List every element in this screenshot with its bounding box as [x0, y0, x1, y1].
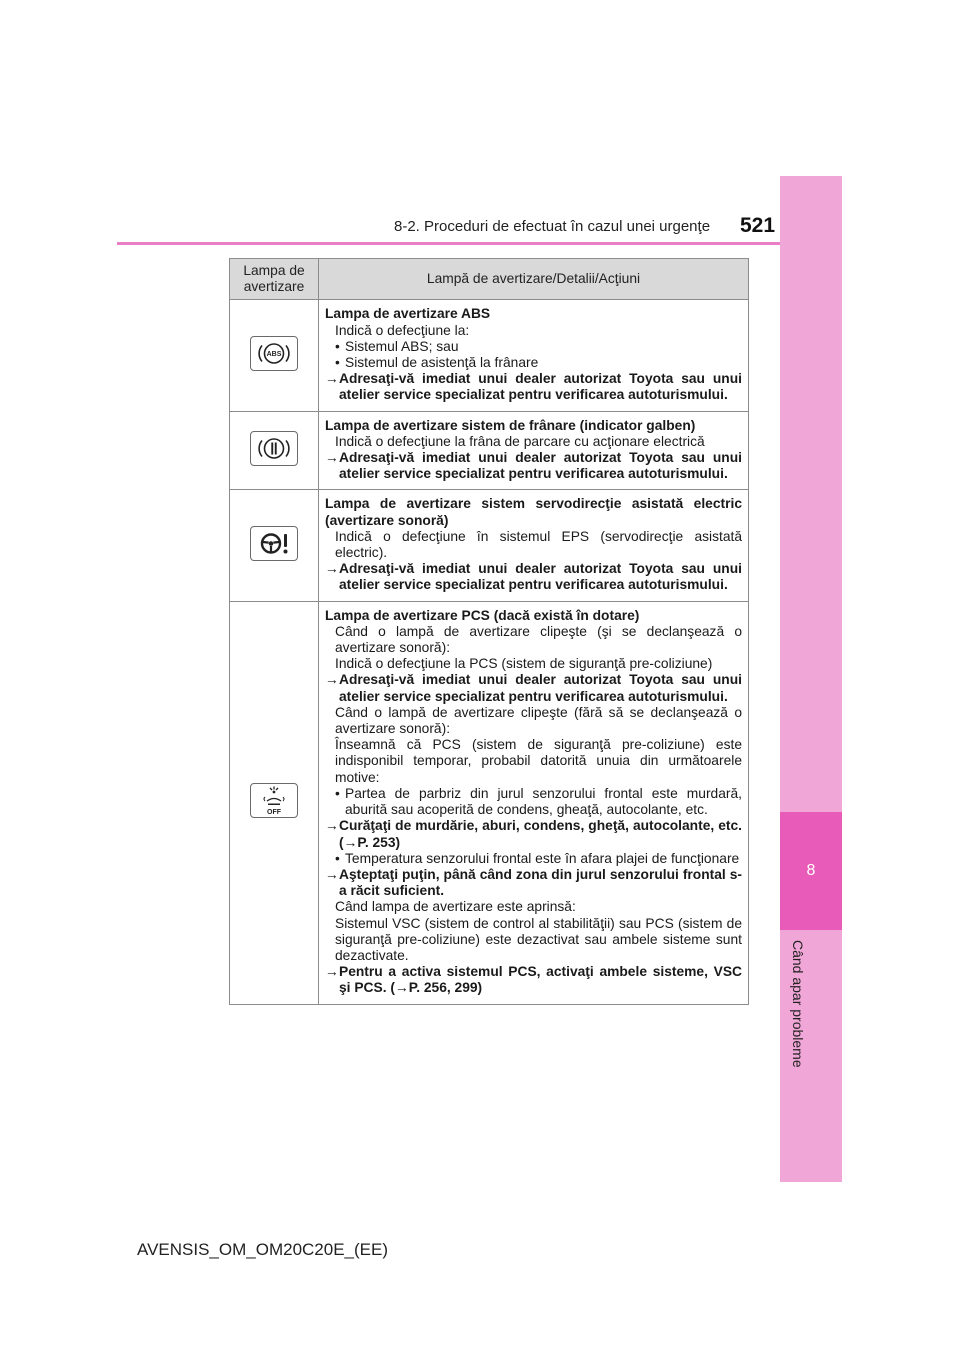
- arrow-icon: →: [325, 964, 339, 980]
- bullet-mark: •: [335, 338, 340, 354]
- lamp-action: [325, 371, 742, 403]
- lamp-icon-cell: [230, 601, 319, 1004]
- lamp-bullet-item: [325, 851, 742, 867]
- action-text: Adresaţi-vă imediat unui dealer autorizat Toyota sau unui atelier service specializat pentru verificarea autoturismului.: [339, 672, 742, 704]
- brake-system-warning-icon: [250, 431, 298, 466]
- bullet-text: Sistemul de asistenţă la frânare: [345, 355, 539, 371]
- column-header-lamp: Lampa de avertizare: [230, 259, 319, 300]
- lamp-description: Când o lampă de avertizare clipeşte (fără să se declanşează o avertizare sonoră):: [335, 704, 742, 737]
- lamp-description: Sistemul VSC (sistem de control al stabilităţii) sau PCS (sistem de siguranţă pre-coliziune) este dezactivat sau ambele sisteme sunt dezactivate.: [335, 915, 742, 963]
- lamp-icon-cell: [230, 490, 319, 601]
- document-code: AVENSIS_OM_OM20C20E_(EE): [137, 1240, 388, 1259]
- page-number: 521: [740, 214, 776, 237]
- bullet-text: Partea de parbriz din jurul senzorului frontal este murdară, aburită sau acoperită de condens, gheaţă, autocolante, etc.: [345, 785, 742, 818]
- arrow-icon: →: [325, 371, 339, 387]
- lamp-detail-cell: [319, 300, 749, 411]
- bullet-mark: •: [335, 850, 340, 866]
- section-title: 8-2. Proceduri de efectuat în cazul unei urgenţe: [394, 218, 711, 235]
- lamp-description: Indică o defecţiune la:: [335, 322, 470, 338]
- table-row: [230, 490, 749, 601]
- bullet-text: Temperatura senzorului frontal este în afara plajei de funcţionare: [345, 850, 740, 866]
- lamp-title: Lampa de avertizare PCS (dacă există în dotare): [325, 607, 640, 623]
- lamp-action: [325, 867, 742, 899]
- action-text: Pentru a activa sistemul PCS, activaţi ambele sisteme, VSC şi PCS. (→P. 256, 299): [339, 964, 742, 996]
- lamp-bullet-item: [325, 786, 742, 818]
- svg-text:ABS: ABS: [266, 351, 282, 359]
- bullet-mark: •: [335, 355, 340, 371]
- table-row: [230, 601, 749, 1004]
- arrow-icon: →: [325, 450, 339, 466]
- lamp-detail-cell: [319, 601, 749, 1004]
- lamp-action: [325, 964, 742, 996]
- arrow-icon: →: [325, 818, 339, 834]
- action-text: Curăţaţi de murdărie, aburi, condens, gheţă, autocolante, etc. (→P. 253): [339, 818, 742, 850]
- lamp-title: Lampa de avertizare sistem servodirecţie asistată electric (avertizare sonoră): [325, 496, 742, 528]
- lamp-title: Lampa de avertizare ABS: [325, 306, 491, 322]
- bullet-mark: •: [335, 785, 340, 801]
- action-text: Adresaţi-vă imediat unui dealer autorizat Toyota sau unui atelier service specializat pentru verificarea autoturismului.: [339, 561, 742, 593]
- action-text: Aşteptaţi puţin, până când zona din jurul senzorului frontal s-a răcit suficient.: [339, 866, 742, 899]
- lamp-description: Indică o defecţiune la PCS (sistem de siguranţă pre-coliziune): [335, 656, 713, 672]
- lamp-action: [325, 818, 742, 850]
- table-row: [230, 411, 749, 490]
- pcs-off-warning-icon: [250, 783, 298, 818]
- arrow-icon: →: [325, 866, 339, 882]
- lamp-action: [325, 561, 742, 593]
- lamp-description: Înseamnă că PCS (sistem de siguranţă pre-coliziune) este indisponibil temporar, probabil datorită unuia din următoarele motive:: [335, 737, 742, 785]
- lamp-action: [325, 672, 742, 704]
- lamp-bullet-item: [325, 339, 742, 355]
- lamp-detail-cell: [319, 490, 749, 601]
- action-text: Adresaţi-vă imediat unui dealer autorizat Toyota sau unui atelier service specializat pentru verificarea autoturismului.: [339, 371, 742, 403]
- lamp-description: Indică o defecţiune la frâna de parcare cu acţionare electrică: [335, 433, 705, 449]
- lamp-action: [325, 450, 742, 482]
- chapter-label: Când apar probleme: [790, 940, 806, 1068]
- lamp-detail-cell: [319, 411, 749, 490]
- arrow-icon: →: [325, 561, 339, 577]
- lamp-icon-cell: [230, 411, 319, 490]
- header-rule: [117, 242, 780, 245]
- arrow-icon: →: [325, 672, 339, 688]
- lamp-description: Indică o defecţiune în sistemul EPS (servodirecţie asistată electric).: [335, 528, 742, 561]
- chapter-number: 8: [780, 812, 842, 930]
- action-text: Adresaţi-vă imediat unui dealer autorizat Toyota sau unui atelier service specializat pentru verificarea autoturismului.: [339, 450, 742, 482]
- eps-steering-warning-icon: [250, 526, 298, 561]
- abs-warning-light-icon: [250, 336, 298, 371]
- lamp-bullet-item: [325, 355, 742, 371]
- lamp-description: Când o lampă de avertizare clipeşte (şi se declanşează o avertizare sonoră):: [335, 623, 742, 656]
- warning-lamp-table: [229, 258, 749, 1005]
- column-header-detail: Lampă de avertizare/Detalii/Acţiuni: [319, 259, 749, 300]
- bullet-text: Sistemul ABS; sau: [345, 338, 459, 354]
- lamp-description: Când lampa de avertizare este aprinsă:: [335, 899, 576, 915]
- lamp-icon-cell: [230, 300, 319, 411]
- table-row: [230, 300, 749, 411]
- svg-text:OFF: OFF: [267, 808, 281, 816]
- lamp-title: Lampa de avertizare sistem de frânare (indicator galben): [325, 417, 696, 433]
